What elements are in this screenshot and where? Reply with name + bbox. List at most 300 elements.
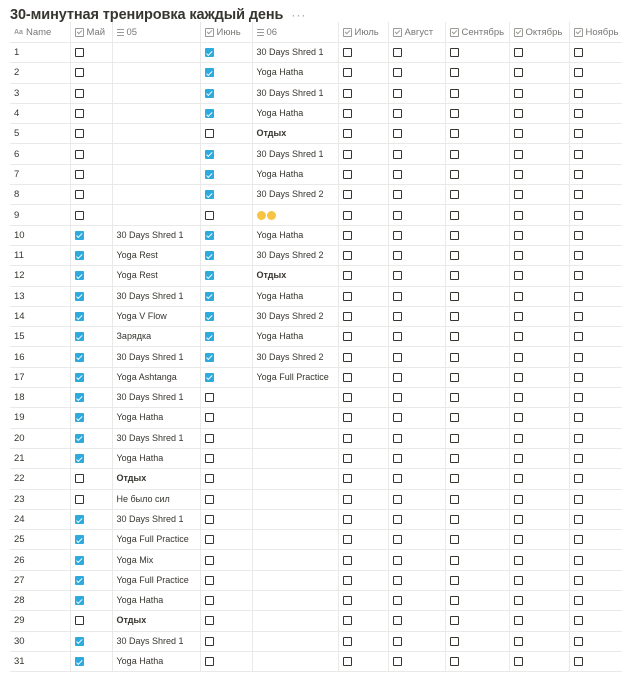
checkbox-unchecked[interactable] — [514, 373, 523, 382]
may-workout-cell[interactable] — [112, 509, 200, 529]
checkbox-checked[interactable] — [75, 312, 84, 321]
checkbox-unchecked[interactable] — [514, 109, 523, 118]
checkbox-unchecked[interactable] — [450, 129, 459, 138]
checkbox-unchecked[interactable] — [514, 353, 523, 362]
checkbox-checked[interactable] — [205, 190, 214, 199]
checkbox-checked[interactable] — [75, 393, 84, 402]
checkbox-unchecked[interactable] — [393, 535, 402, 544]
checkbox-checked[interactable] — [75, 637, 84, 646]
name-cell[interactable] — [10, 428, 70, 448]
checkbox-checked[interactable] — [205, 312, 214, 321]
name-cell[interactable] — [10, 245, 70, 265]
checkbox-unchecked[interactable] — [514, 312, 523, 321]
checkbox-unchecked[interactable] — [393, 515, 402, 524]
table-row[interactable] — [10, 530, 622, 550]
checkbox-checked[interactable] — [75, 271, 84, 280]
checkbox-unchecked[interactable] — [450, 332, 459, 341]
checkbox-unchecked[interactable] — [343, 657, 352, 666]
table-row[interactable] — [10, 306, 622, 326]
checkbox-unchecked[interactable] — [393, 68, 402, 77]
june-workout-cell[interactable] — [252, 43, 338, 63]
may-workout-cell[interactable] — [112, 550, 200, 570]
checkbox-unchecked[interactable] — [450, 312, 459, 321]
checkbox-unchecked[interactable] — [75, 474, 84, 483]
table-row[interactable] — [10, 225, 622, 245]
checkbox-checked[interactable] — [205, 150, 214, 159]
checkbox-unchecked[interactable] — [393, 576, 402, 585]
checkbox-unchecked[interactable] — [514, 48, 523, 57]
checkbox-unchecked[interactable] — [574, 312, 583, 321]
checkbox-checked[interactable] — [75, 413, 84, 422]
checkbox-unchecked[interactable] — [343, 596, 352, 605]
may-workout-cell[interactable] — [112, 530, 200, 550]
checkbox-unchecked[interactable] — [574, 413, 583, 422]
may-workout-cell[interactable] — [112, 408, 200, 428]
column-header-june[interactable] — [200, 22, 252, 43]
checkbox-unchecked[interactable] — [343, 576, 352, 585]
name-cell[interactable] — [10, 327, 70, 347]
checkbox-checked[interactable] — [75, 373, 84, 382]
checkbox-unchecked[interactable] — [574, 454, 583, 463]
may-workout-cell[interactable] — [112, 164, 200, 184]
checkbox-unchecked[interactable] — [343, 109, 352, 118]
checkbox-unchecked[interactable] — [343, 495, 352, 504]
checkbox-unchecked[interactable] — [450, 535, 459, 544]
checkbox-unchecked[interactable] — [574, 556, 583, 565]
checkbox-unchecked[interactable] — [574, 535, 583, 544]
may-workout-cell[interactable] — [112, 591, 200, 611]
table-row[interactable] — [10, 245, 622, 265]
table-row[interactable] — [10, 124, 622, 144]
table-row[interactable] — [10, 550, 622, 570]
june-workout-cell[interactable] — [252, 347, 338, 367]
may-workout-cell[interactable] — [112, 448, 200, 468]
checkbox-unchecked[interactable] — [514, 535, 523, 544]
name-cell[interactable] — [10, 347, 70, 367]
column-header-oct[interactable] — [509, 22, 569, 43]
checkbox-unchecked[interactable] — [574, 251, 583, 260]
checkbox-unchecked[interactable] — [514, 68, 523, 77]
checkbox-checked[interactable] — [205, 89, 214, 98]
checkbox-unchecked[interactable] — [343, 454, 352, 463]
checkbox-unchecked[interactable] — [574, 576, 583, 585]
checkbox-unchecked[interactable] — [343, 271, 352, 280]
table-row[interactable] — [10, 43, 622, 63]
checkbox-unchecked[interactable] — [574, 170, 583, 179]
june-workout-cell[interactable] — [252, 428, 338, 448]
checkbox-unchecked[interactable] — [205, 535, 214, 544]
may-workout-cell[interactable] — [112, 489, 200, 509]
checkbox-unchecked[interactable] — [450, 413, 459, 422]
table-row[interactable] — [10, 489, 622, 509]
checkbox-unchecked[interactable] — [343, 556, 352, 565]
name-cell[interactable] — [10, 124, 70, 144]
checkbox-unchecked[interactable] — [393, 474, 402, 483]
more-options-button[interactable]: ··· — [291, 8, 307, 22]
checkbox-unchecked[interactable] — [514, 474, 523, 483]
checkbox-checked[interactable] — [205, 251, 214, 260]
may-workout-cell[interactable] — [112, 286, 200, 306]
checkbox-unchecked[interactable] — [343, 48, 352, 57]
checkbox-unchecked[interactable] — [205, 616, 214, 625]
june-workout-cell[interactable] — [252, 651, 338, 671]
checkbox-unchecked[interactable] — [393, 657, 402, 666]
checkbox-unchecked[interactable] — [343, 170, 352, 179]
checkbox-unchecked[interactable] — [450, 556, 459, 565]
checkbox-unchecked[interactable] — [514, 495, 523, 504]
checkbox-unchecked[interactable] — [574, 231, 583, 240]
checkbox-unchecked[interactable] — [343, 231, 352, 240]
checkbox-unchecked[interactable] — [393, 292, 402, 301]
checkbox-checked[interactable] — [205, 170, 214, 179]
table-row[interactable] — [10, 651, 622, 671]
checkbox-unchecked[interactable] — [75, 129, 84, 138]
checkbox-unchecked[interactable] — [75, 211, 84, 220]
checkbox-unchecked[interactable] — [343, 211, 352, 220]
checkbox-unchecked[interactable] — [393, 48, 402, 57]
column-header-sep[interactable] — [445, 22, 509, 43]
checkbox-unchecked[interactable] — [393, 89, 402, 98]
checkbox-unchecked[interactable] — [574, 495, 583, 504]
checkbox-unchecked[interactable] — [343, 353, 352, 362]
checkbox-unchecked[interactable] — [450, 454, 459, 463]
checkbox-unchecked[interactable] — [205, 413, 214, 422]
checkbox-unchecked[interactable] — [205, 637, 214, 646]
june-workout-cell[interactable] — [252, 306, 338, 326]
june-workout-cell[interactable] — [252, 124, 338, 144]
name-cell[interactable] — [10, 550, 70, 570]
checkbox-unchecked[interactable] — [343, 150, 352, 159]
checkbox-unchecked[interactable] — [514, 454, 523, 463]
checkbox-unchecked[interactable] — [393, 271, 402, 280]
checkbox-unchecked[interactable] — [450, 353, 459, 362]
may-workout-cell[interactable] — [112, 225, 200, 245]
checkbox-unchecked[interactable] — [393, 190, 402, 199]
checkbox-unchecked[interactable] — [514, 190, 523, 199]
checkbox-unchecked[interactable] — [393, 637, 402, 646]
june-workout-cell[interactable] — [252, 591, 338, 611]
may-workout-cell[interactable] — [112, 43, 200, 63]
name-cell[interactable] — [10, 448, 70, 468]
checkbox-checked[interactable] — [205, 292, 214, 301]
checkbox-checked[interactable] — [75, 535, 84, 544]
checkbox-unchecked[interactable] — [205, 454, 214, 463]
checkbox-unchecked[interactable] — [393, 129, 402, 138]
checkbox-unchecked[interactable] — [450, 495, 459, 504]
name-cell[interactable] — [10, 164, 70, 184]
checkbox-unchecked[interactable] — [343, 515, 352, 524]
name-cell[interactable] — [10, 611, 70, 631]
checkbox-unchecked[interactable] — [514, 515, 523, 524]
checkbox-unchecked[interactable] — [574, 332, 583, 341]
may-workout-cell[interactable] — [112, 651, 200, 671]
checkbox-unchecked[interactable] — [343, 89, 352, 98]
checkbox-unchecked[interactable] — [393, 454, 402, 463]
june-workout-cell[interactable] — [252, 469, 338, 489]
name-cell[interactable] — [10, 266, 70, 286]
checkbox-unchecked[interactable] — [574, 373, 583, 382]
checkbox-unchecked[interactable] — [514, 332, 523, 341]
june-workout-cell[interactable] — [252, 245, 338, 265]
checkbox-checked[interactable] — [75, 332, 84, 341]
checkbox-unchecked[interactable] — [514, 292, 523, 301]
june-workout-cell[interactable] — [252, 63, 338, 83]
may-workout-cell[interactable] — [112, 367, 200, 387]
name-cell[interactable] — [10, 185, 70, 205]
name-cell[interactable] — [10, 408, 70, 428]
table-row[interactable] — [10, 347, 622, 367]
checkbox-checked[interactable] — [205, 373, 214, 382]
checkbox-unchecked[interactable] — [205, 129, 214, 138]
checkbox-unchecked[interactable] — [450, 292, 459, 301]
table-row[interactable] — [10, 469, 622, 489]
checkbox-unchecked[interactable] — [450, 251, 459, 260]
table-row[interactable] — [10, 408, 622, 428]
june-workout-cell[interactable] — [252, 367, 338, 387]
checkbox-unchecked[interactable] — [450, 637, 459, 646]
checkbox-unchecked[interactable] — [393, 413, 402, 422]
may-workout-cell[interactable] — [112, 327, 200, 347]
checkbox-unchecked[interactable] — [343, 129, 352, 138]
may-workout-cell[interactable] — [112, 103, 200, 123]
checkbox-checked[interactable] — [75, 657, 84, 666]
may-workout-cell[interactable] — [112, 611, 200, 631]
checkbox-unchecked[interactable] — [450, 231, 459, 240]
table-row[interactable] — [10, 388, 622, 408]
checkbox-unchecked[interactable] — [450, 576, 459, 585]
checkbox-unchecked[interactable] — [574, 271, 583, 280]
checkbox-unchecked[interactable] — [343, 292, 352, 301]
checkbox-unchecked[interactable] — [343, 251, 352, 260]
checkbox-unchecked[interactable] — [450, 373, 459, 382]
checkbox-unchecked[interactable] — [450, 434, 459, 443]
checkbox-unchecked[interactable] — [205, 515, 214, 524]
table-row[interactable] — [10, 509, 622, 529]
checkbox-unchecked[interactable] — [393, 332, 402, 341]
checkbox-unchecked[interactable] — [450, 271, 459, 280]
checkbox-unchecked[interactable] — [514, 556, 523, 565]
column-header-m06[interactable] — [252, 22, 338, 43]
checkbox-unchecked[interactable] — [75, 48, 84, 57]
checkbox-unchecked[interactable] — [393, 434, 402, 443]
checkbox-unchecked[interactable] — [514, 129, 523, 138]
checkbox-unchecked[interactable] — [514, 211, 523, 220]
checkbox-unchecked[interactable] — [574, 48, 583, 57]
may-workout-cell[interactable] — [112, 428, 200, 448]
checkbox-unchecked[interactable] — [574, 211, 583, 220]
table-row[interactable] — [10, 63, 622, 83]
checkbox-unchecked[interactable] — [574, 637, 583, 646]
checkbox-unchecked[interactable] — [343, 637, 352, 646]
june-workout-cell[interactable] — [252, 205, 338, 225]
checkbox-unchecked[interactable] — [393, 109, 402, 118]
checkbox-unchecked[interactable] — [450, 474, 459, 483]
checkbox-unchecked[interactable] — [450, 515, 459, 524]
table-row[interactable] — [10, 205, 622, 225]
checkbox-unchecked[interactable] — [393, 596, 402, 605]
may-workout-cell[interactable] — [112, 347, 200, 367]
column-header-m05[interactable] — [112, 22, 200, 43]
checkbox-unchecked[interactable] — [514, 657, 523, 666]
checkbox-unchecked[interactable] — [514, 251, 523, 260]
checkbox-checked[interactable] — [75, 515, 84, 524]
checkbox-unchecked[interactable] — [343, 474, 352, 483]
table-row[interactable] — [10, 83, 622, 103]
checkbox-unchecked[interactable] — [343, 332, 352, 341]
checkbox-checked[interactable] — [205, 68, 214, 77]
checkbox-checked[interactable] — [205, 353, 214, 362]
june-workout-cell[interactable] — [252, 83, 338, 103]
checkbox-unchecked[interactable] — [343, 373, 352, 382]
name-cell[interactable] — [10, 225, 70, 245]
checkbox-checked[interactable] — [75, 454, 84, 463]
checkbox-unchecked[interactable] — [574, 596, 583, 605]
checkbox-unchecked[interactable] — [514, 413, 523, 422]
column-header-may[interactable] — [70, 22, 112, 43]
checkbox-checked[interactable] — [75, 231, 84, 240]
may-workout-cell[interactable] — [112, 306, 200, 326]
may-workout-cell[interactable] — [112, 83, 200, 103]
checkbox-unchecked[interactable] — [574, 515, 583, 524]
name-cell[interactable] — [10, 367, 70, 387]
checkbox-unchecked[interactable] — [574, 292, 583, 301]
checkbox-unchecked[interactable] — [514, 434, 523, 443]
name-cell[interactable] — [10, 570, 70, 590]
name-cell[interactable] — [10, 631, 70, 651]
name-cell[interactable] — [10, 144, 70, 164]
name-cell[interactable] — [10, 388, 70, 408]
column-header-aug[interactable] — [388, 22, 445, 43]
name-cell[interactable] — [10, 83, 70, 103]
june-workout-cell[interactable] — [252, 489, 338, 509]
checkbox-unchecked[interactable] — [574, 616, 583, 625]
checkbox-unchecked[interactable] — [393, 556, 402, 565]
june-workout-cell[interactable] — [252, 388, 338, 408]
may-workout-cell[interactable] — [112, 388, 200, 408]
checkbox-unchecked[interactable] — [343, 312, 352, 321]
name-cell[interactable] — [10, 651, 70, 671]
checkbox-checked[interactable] — [75, 576, 84, 585]
column-header-nov[interactable] — [569, 22, 622, 43]
checkbox-unchecked[interactable] — [450, 109, 459, 118]
checkbox-unchecked[interactable] — [574, 657, 583, 666]
checkbox-checked[interactable] — [205, 109, 214, 118]
checkbox-unchecked[interactable] — [205, 211, 214, 220]
checkbox-unchecked[interactable] — [75, 190, 84, 199]
checkbox-checked[interactable] — [75, 596, 84, 605]
checkbox-checked[interactable] — [75, 292, 84, 301]
checkbox-checked[interactable] — [75, 353, 84, 362]
checkbox-unchecked[interactable] — [514, 231, 523, 240]
checkbox-checked[interactable] — [205, 48, 214, 57]
table-row[interactable] — [10, 367, 622, 387]
checkbox-unchecked[interactable] — [343, 434, 352, 443]
checkbox-unchecked[interactable] — [393, 231, 402, 240]
checkbox-unchecked[interactable] — [343, 535, 352, 544]
checkbox-unchecked[interactable] — [574, 129, 583, 138]
checkbox-unchecked[interactable] — [514, 89, 523, 98]
checkbox-unchecked[interactable] — [450, 170, 459, 179]
checkbox-unchecked[interactable] — [450, 190, 459, 199]
table-row[interactable] — [10, 266, 622, 286]
checkbox-unchecked[interactable] — [205, 495, 214, 504]
checkbox-unchecked[interactable] — [343, 190, 352, 199]
checkbox-unchecked[interactable] — [514, 170, 523, 179]
june-workout-cell[interactable] — [252, 408, 338, 428]
checkbox-unchecked[interactable] — [514, 150, 523, 159]
table-row[interactable] — [10, 611, 622, 631]
checkbox-unchecked[interactable] — [205, 474, 214, 483]
checkbox-unchecked[interactable] — [574, 434, 583, 443]
checkbox-unchecked[interactable] — [393, 211, 402, 220]
may-workout-cell[interactable] — [112, 245, 200, 265]
checkbox-unchecked[interactable] — [393, 312, 402, 321]
name-cell[interactable] — [10, 205, 70, 225]
june-workout-cell[interactable] — [252, 448, 338, 468]
may-workout-cell[interactable] — [112, 631, 200, 651]
may-workout-cell[interactable] — [112, 124, 200, 144]
checkbox-unchecked[interactable] — [574, 109, 583, 118]
may-workout-cell[interactable] — [112, 144, 200, 164]
name-cell[interactable] — [10, 286, 70, 306]
checkbox-unchecked[interactable] — [514, 637, 523, 646]
checkbox-unchecked[interactable] — [574, 393, 583, 402]
checkbox-unchecked[interactable] — [75, 495, 84, 504]
june-workout-cell[interactable] — [252, 530, 338, 550]
table-row[interactable] — [10, 144, 622, 164]
checkbox-checked[interactable] — [75, 251, 84, 260]
table-row[interactable] — [10, 631, 622, 651]
checkbox-unchecked[interactable] — [75, 109, 84, 118]
checkbox-unchecked[interactable] — [205, 576, 214, 585]
checkbox-unchecked[interactable] — [450, 89, 459, 98]
table-row[interactable] — [10, 286, 622, 306]
checkbox-unchecked[interactable] — [75, 89, 84, 98]
checkbox-unchecked[interactable] — [450, 150, 459, 159]
checkbox-unchecked[interactable] — [450, 393, 459, 402]
checkbox-unchecked[interactable] — [574, 89, 583, 98]
checkbox-unchecked[interactable] — [75, 170, 84, 179]
column-header-name[interactable] — [10, 22, 70, 43]
may-workout-cell[interactable] — [112, 205, 200, 225]
may-workout-cell[interactable] — [112, 185, 200, 205]
may-workout-cell[interactable] — [112, 266, 200, 286]
checkbox-unchecked[interactable] — [574, 353, 583, 362]
checkbox-checked[interactable] — [205, 271, 214, 280]
checkbox-checked[interactable] — [75, 434, 84, 443]
june-workout-cell[interactable] — [252, 185, 338, 205]
name-cell[interactable] — [10, 469, 70, 489]
checkbox-unchecked[interactable] — [393, 393, 402, 402]
name-cell[interactable] — [10, 591, 70, 611]
name-cell[interactable] — [10, 63, 70, 83]
checkbox-unchecked[interactable] — [343, 393, 352, 402]
name-cell[interactable] — [10, 103, 70, 123]
checkbox-unchecked[interactable] — [393, 251, 402, 260]
checkbox-unchecked[interactable] — [450, 657, 459, 666]
checkbox-unchecked[interactable] — [450, 211, 459, 220]
checkbox-unchecked[interactable] — [514, 393, 523, 402]
name-cell[interactable] — [10, 509, 70, 529]
june-workout-cell[interactable] — [252, 103, 338, 123]
may-workout-cell[interactable] — [112, 63, 200, 83]
june-workout-cell[interactable] — [252, 550, 338, 570]
june-workout-cell[interactable] — [252, 327, 338, 347]
checkbox-unchecked[interactable] — [450, 596, 459, 605]
table-row[interactable] — [10, 327, 622, 347]
checkbox-unchecked[interactable] — [514, 616, 523, 625]
checkbox-unchecked[interactable] — [514, 576, 523, 585]
